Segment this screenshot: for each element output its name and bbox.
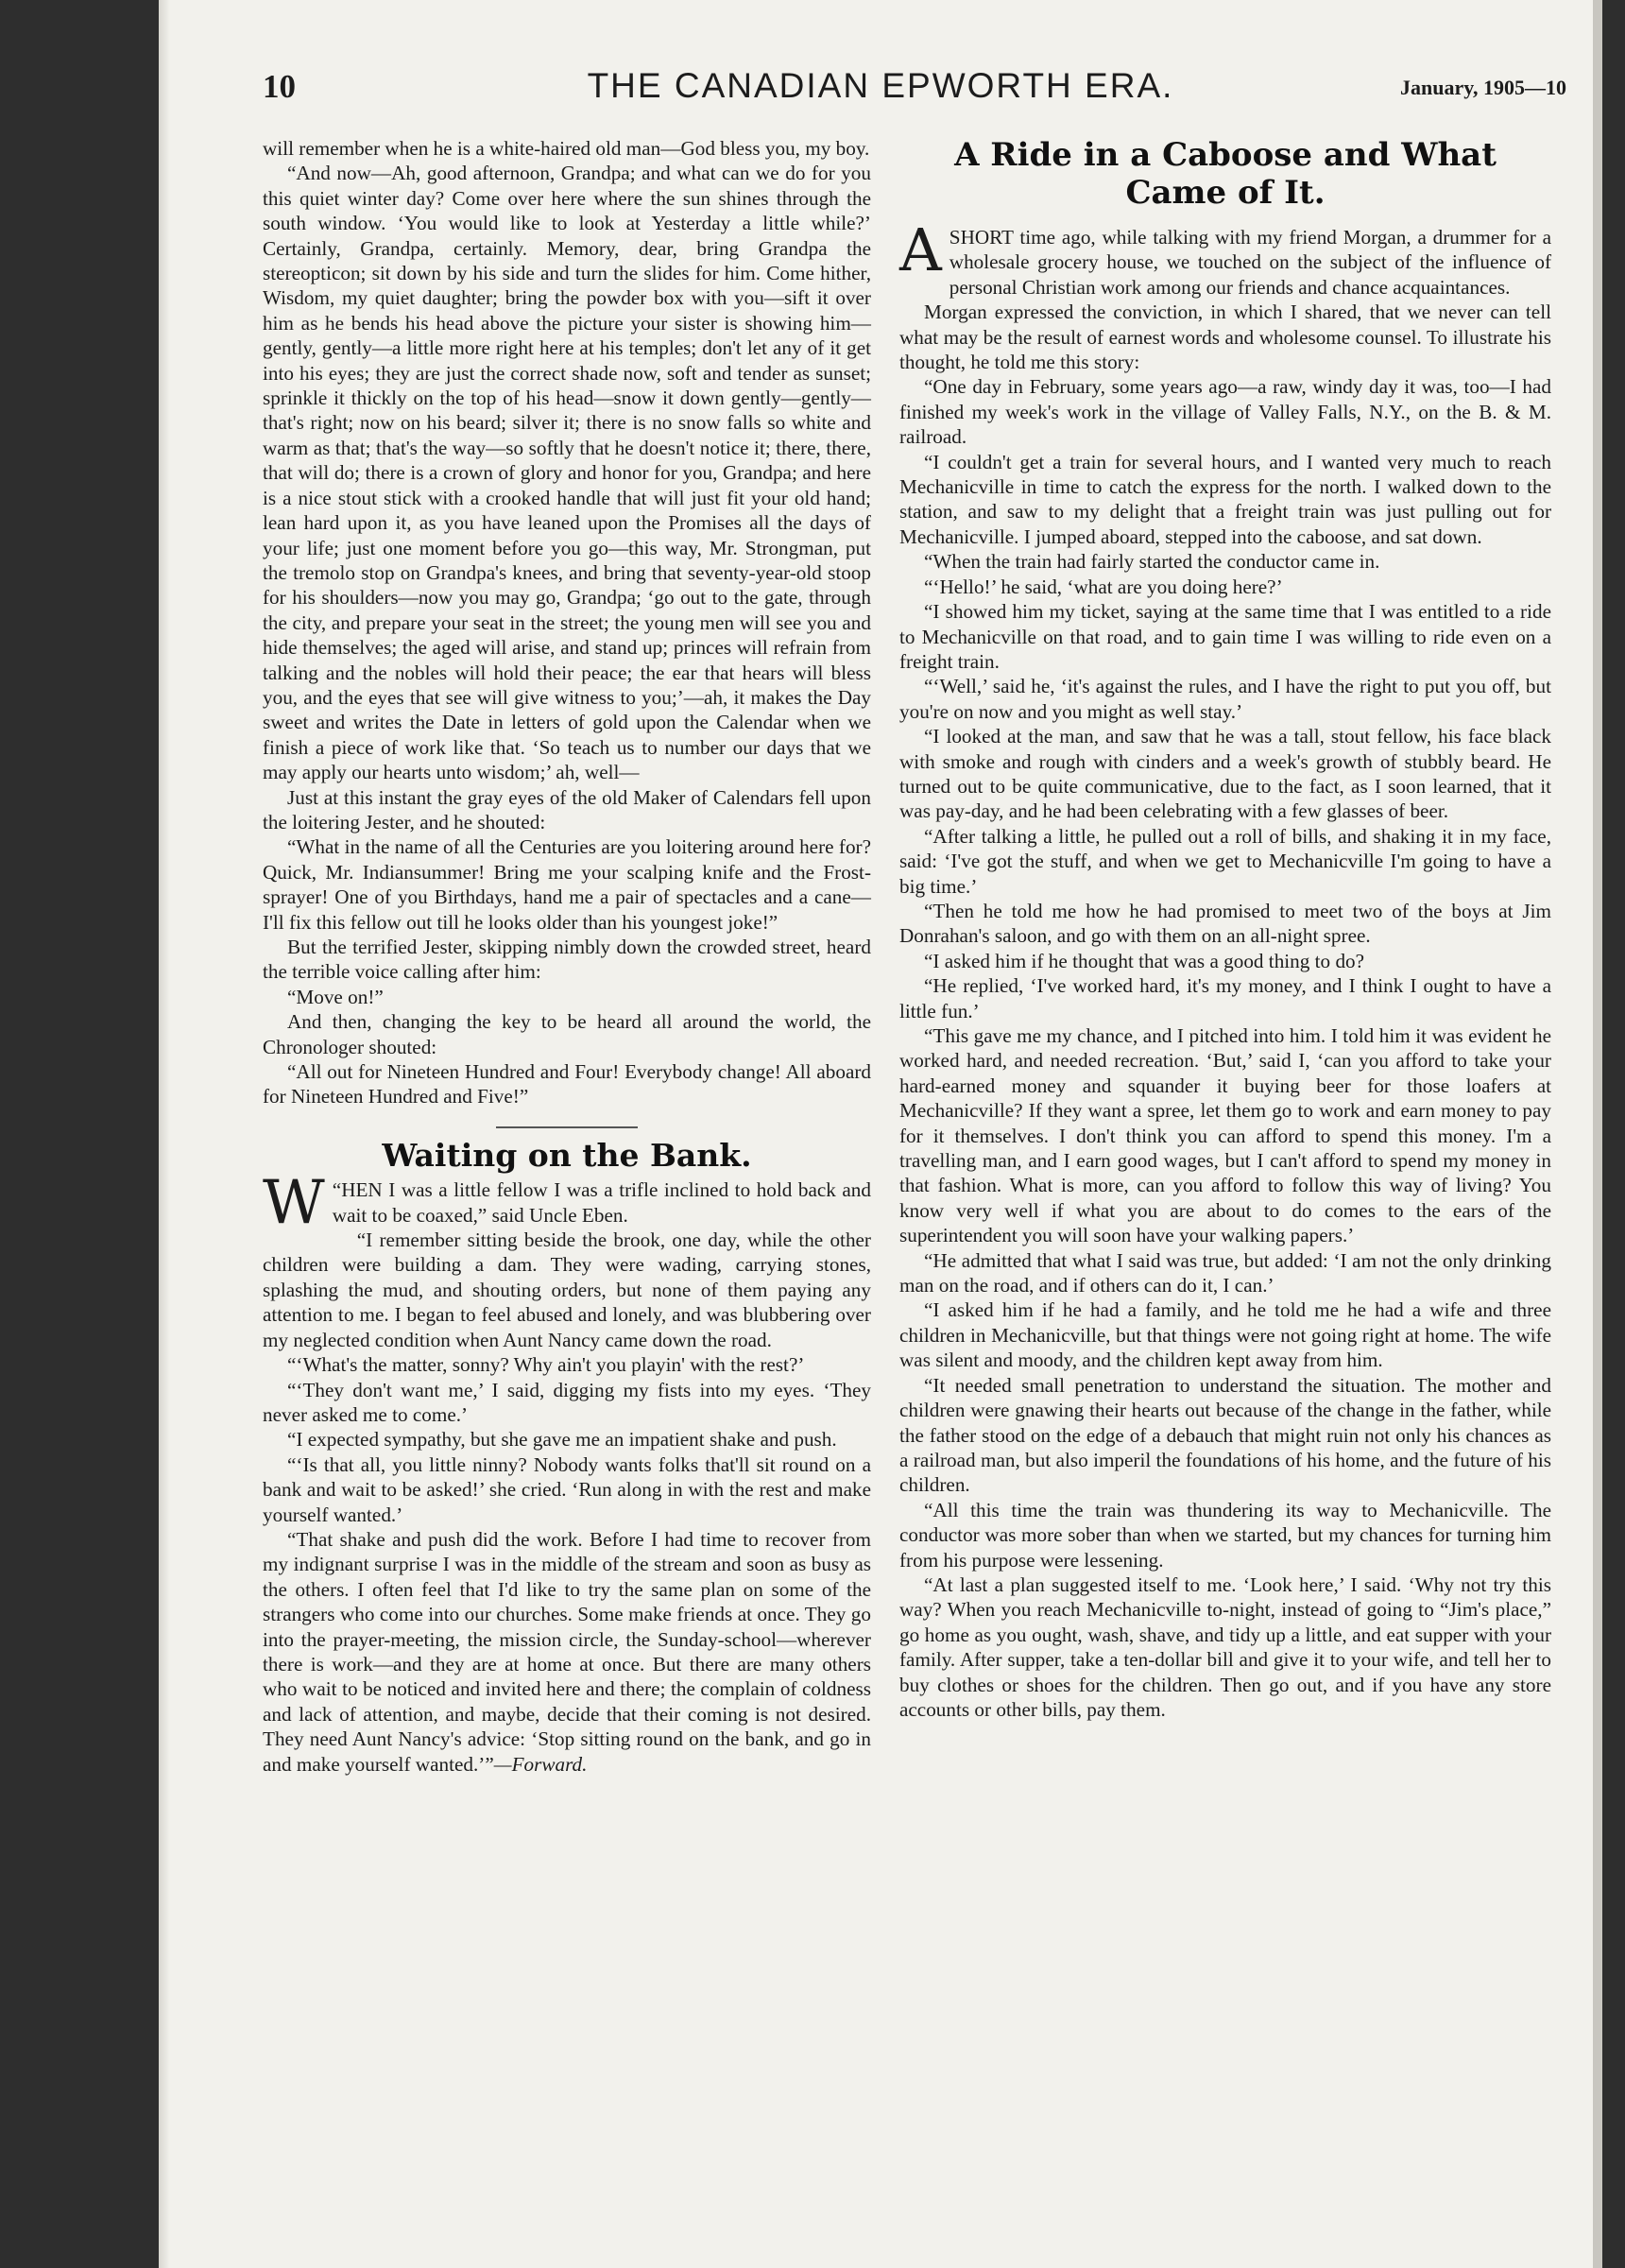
opening-quote: “ xyxy=(332,1178,342,1202)
paragraph: “At last a plan suggested itself to me. ‘Look here,’ I said. ‘Why not try this way? When you reach Mechanicville to-night, instead of going to “Jim's place,” go home as you ought, wash, shave, and tidy up a little, and eat supper with your family. After supper, take a ten-dollar bill and give it to your wife, and tell her to buy clothes or shoes for the children. Then go out, and if you have any store accounts or other bills, pay them. xyxy=(899,1572,1551,1721)
paragraph: will remember when he is a white-haired old man—God bless you, my boy. xyxy=(263,137,870,160)
paragraph: “‘Well,’ said he, ‘it's against the rules, and I have the right to put you off, but you're on now and you might as well stay.’ xyxy=(899,675,1551,723)
paragraph: “One day in February, some years ago—a raw, windy day it was, too—I had finished my week's work in the village of Valley Falls, N.Y., on the B. & M. railroad. xyxy=(899,375,1551,449)
drop-cap: A xyxy=(899,215,942,284)
paragraph: “It needed small penetration to understand the situation. The mother and children were gnawing their hearts out because of the change in the father, while the father stood on the edge of a debauch that might ruin not only his chances as a railroad man, but also imperil the foundations of his home, and the future of his children. xyxy=(899,1373,1551,1497)
paragraph: “Move on!” xyxy=(287,985,384,1008)
paragraph: “He admitted that what I said was true, but added: ‘I am not the only drinking man on the road, and if others can do it, I can.’ xyxy=(899,1248,1551,1297)
paragraph: “After talking a little, he pulled out a roll of bills, and shaking it in my face, said: ‘I've got the stuff, and when we get to Mechanicville I'm going to have a big time.’ xyxy=(899,824,1551,898)
paragraph: “Then he told me how he had promised to meet two of the boys at Jim Donrahan's saloon, and go with them on an all-night spree. xyxy=(899,899,1551,948)
page xyxy=(159,0,1602,2268)
paragraph: “‘What's the matter, sonny? Why ain't you playin' with the rest?’ xyxy=(287,1353,805,1377)
page-number: 10 xyxy=(263,68,296,105)
paragraph: “I asked him if he thought that was a good thing to do? xyxy=(924,949,1365,972)
paragraph: “‘They don't want me,’ I said, digging my fists into my eyes. ‘They never asked me to come.’ xyxy=(263,1378,871,1426)
right-column xyxy=(899,136,1551,1722)
section-divider xyxy=(496,1126,638,1128)
paragraph: “I remember sitting beside the brook, one day, while the other children were building a dam. They were wading, carrying stones, splashing the mud, and shouting orders, but none of them paying any attention to me. I began to feel abused and lonely, and was blubbering over my neglected condition when Aunt Nancy came down the road. xyxy=(263,1228,871,1351)
paragraph: “I showed him my ticket, saying at the same time that I was entitled to a ride to Mechanicville on that road, and to gain time I was willing to ride even on a freight train. xyxy=(899,600,1551,673)
issue-date: January, 1905—10 xyxy=(1399,76,1566,99)
paragraph: And then, changing the key to be heard all around the world, the Chronologer shouted: xyxy=(263,1010,871,1058)
paragraph: “What in the name of all the Centuries are you loitering around here for? Quick, Mr. Indiansummer! Bring me your scalping knife and the Frost-sprayer! One of you Birthdays, hand me a pair of spectacles and a cane—I'll fix this fellow out till he looks older than his youngest joke!” xyxy=(263,835,871,934)
paragraph-text: “That shake and push did the work. Before I had time to recover from my indignant surprise I was in the middle of the stream and soon as busy as the others. I often feel that I'd like to try the same plan on some of the strangers who come into our churches. Some make friends at once. They go into the prayer-meeting, the mission circle, the Sunday-school—wherever there is work—and they are at home at once. But there are many others who wait to be noticed and invited here and there; the complain of coldness and lack of attention, and maybe, decide that their coming is not desired. They need Aunt Nancy's advice: ‘Stop sitting round on the bank, and go in and make yourself wanted.’” xyxy=(263,1527,871,1776)
article-first-paragraph xyxy=(899,215,1552,300)
paragraph: “I looked at the man, and saw that he was a tall, stout fellow, his face black with smoke and rough with cinders and a week's growth of stubbly beard. He turned out to be quite communicative, due to the fact, as I soon learned, that it was pay-day, and he had been celebrating with a few glasses of beer. xyxy=(899,725,1551,823)
page-edge-shadow xyxy=(1593,0,1602,2268)
paragraph: “And now—Ah, good afternoon, Grandpa; and what can we do for you this quiet winter day? Come over here where the sun shines through the south window. ‘You would like to look at Yesterday a little while?’ Certainly, Grandpa, certainly. Memory, dear, bring Grandpa the stereopticon; sit down by his side and turn the slides for him. Come hither, Wisdom, my quiet daughter; bring the powder box with you—sift it over him as he bends his head above the picture your sister is showing him—gently, gently—a little more right here at his temples; don't let any of it get into his eyes; they are just the correct shade now, soft and tender as sunset; sprinkle it thickly on the top of his head—snow it down gently—gently—that's right; now on his beard; silver it; there is no snow falls so white and warm as that; that's the way—so softly that he doesn't notice it; there, there, that will do; there is a crown of glory and honor for you, Grandpa; and here is a nice stout stick with a crooked handle that will just fit your old hand; lean hard upon it, as you have leaned upon the Promises all the days of your life; just one moment before you go—this way, Mr. Strongman, put the tremolo stop on Grandpa's knees, and bring that seventy-year-old stoop for his shoulders—now you may go, Grandpa; ‘go out to the gate, through the city, and prepare your seat in the street; the young men will see you and hide themselves; the aged will arise, and stand up; princes will refrain from talking and the nobles will hold their peace; the ear that hears will bless you, and the eyes that see will give witness to you;’—ah, it makes the Day sweet and writes the Date in letters of gold upon the Calendar when we finish a piece of work like that. ‘So teach us to number our days that we may apply our hearts unto wisdom;’ ah, well— xyxy=(263,162,871,784)
paragraph: “When the train had fairly started the conductor came in. xyxy=(924,550,1380,574)
drop-cap: W xyxy=(263,1168,325,1239)
paragraph: “I asked him if he had a family, and he told me he had a wife and three children in Mechanicville, but that things were not going right at home. The wife was silent and moody, and the children kept away from him. xyxy=(899,1298,1551,1372)
article-first-paragraph xyxy=(263,1168,871,1239)
source-credit: —Forward. xyxy=(493,1752,588,1776)
paragraph: But the terrified Jester, skipping nimbly down the crowded street, heard the terrible voice calling after him: xyxy=(263,936,871,984)
paragraph: Morgan expressed the conviction, in which I shared, that we never can tell what may be the result of earnest words and wholesome counsel. To illustrate his thought, he told me this story: xyxy=(899,301,1551,374)
article-heading: A Ride in a Caboose and What Came of It. xyxy=(954,136,1497,212)
left-column xyxy=(263,136,871,1777)
paragraph: “All out for Nineteen Hundred and Four! Everybody change! All aboard for Nineteen Hundred and Five!” xyxy=(263,1060,871,1108)
paragraph: “‘Hello!’ he said, ‘what are you doing here?’ xyxy=(924,575,1283,598)
paragraph xyxy=(263,1527,871,1777)
page-header xyxy=(159,57,1602,123)
first-paragraph-text: time ago, while talking with my friend Morgan, a drummer for a wholesale grocery house, we touched on the subject of the influence of personal Christian work among our friends and chance acquaintances. xyxy=(949,226,1552,299)
paragraph: “All this time the train was thundering its way to Mechanicville. The conductor was more sober than when we started, but my chances for turning him from his purpose were lessening. xyxy=(899,1498,1551,1572)
paragraph: Just at this instant the gray eyes of the old Maker of Calendars fell upon the loitering Jester, and he shouted: xyxy=(263,785,871,833)
paragraph: “I couldn't get a train for several hours, and I wanted very much to reach Mechanicville in time to catch the express for the north. I walked down to the station, and saw to my delight that a freight train was just pulling out for Mechanicville. I jumped aboard, stepped into the caboose, and sat down. xyxy=(899,450,1551,548)
first-word: SHORT xyxy=(949,226,1014,249)
paragraph: “‘Is that all, you little ninny? Nobody wants folks that'll sit round on a bank and wait to be asked!’ she cried. ‘Run along in with the rest and make yourself wanted.’ xyxy=(263,1452,871,1526)
paragraph: “He replied, ‘I've worked hard, it's my money, and I think I ought to have a little fun.’ xyxy=(899,974,1551,1022)
paragraph: “This gave me my chance, and I pitched into him. I told him it was evident he worked hard, and needed recreation. ‘But,’ said I, ‘can you afford to take your hard-earned money and squander it buying beer for those loafers at Mechanicville? If they want a spree, let them go to work and earn money to pay for it themselves. I don't think you can afford to spend this money. I'm a travelling man, and I earn good wages, but I can't afford to spend my money in that fashion. What is more, can you afford to follow this way of living? You know very well if what you are about to do comes to the ears of the superintendent you will soon have your walking papers.’ xyxy=(899,1024,1551,1247)
publication-title: THE CANADIAN EPWORTH ERA. xyxy=(587,66,1174,105)
first-paragraph-text: HEN I was a little fellow I was a trifle inclined to hold back and wait to be coaxed,” said Uncle Eben. xyxy=(332,1178,871,1227)
paragraph: “I expected sympathy, but she gave me an impatient shake and push. xyxy=(287,1428,837,1452)
article-heading: Waiting on the Bank. xyxy=(382,1136,752,1174)
